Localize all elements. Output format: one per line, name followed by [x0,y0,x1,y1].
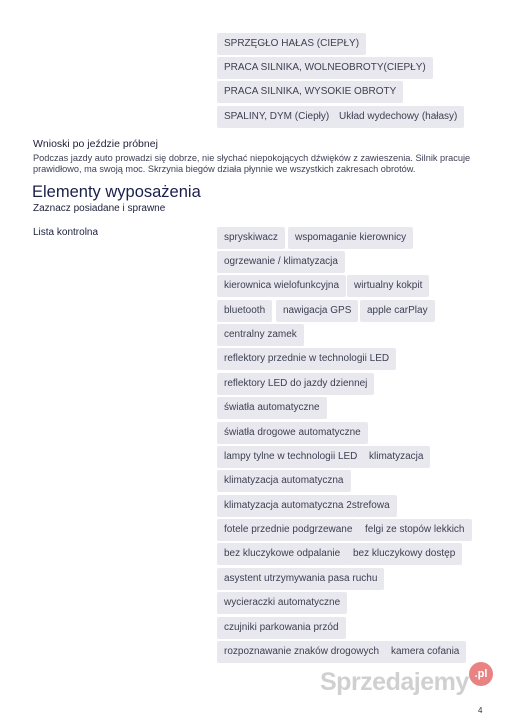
checklist-item: bluetooth [217,300,272,322]
checklist-item: wspomaganie kierownicy [288,227,413,249]
watermark-badge: .pl [469,662,493,686]
tag-engine-high-rpm: PRACA SILNIKA, WYSOKIE OBROTY [217,81,403,103]
checklist-item: kierownica wielofunkcyjna [217,275,346,297]
checklist-item: bez kluczykowe odpalanie [217,543,347,565]
checklist-item: reflektory LED do jazdy dziennej [217,373,374,395]
checklist-item: czujniki parkowania przód [217,617,346,639]
checklist-item: wirtualny kokpit [347,275,429,297]
checklist-item: nawigacja GPS [276,300,358,322]
checklist-item: asystent utrzymywania pasa ruchu [217,568,384,590]
notes-title: Wnioski po jeździe próbnej [33,138,158,150]
checklist-item: felgi ze stopów lekkich [358,519,472,541]
checklist-item: fotele przednie podgrzewane [217,519,359,541]
checklist-item: klimatyzacja [362,446,430,468]
tag-exhaust-smoke: SPALINY, DYM (Ciepły) [217,106,336,128]
checklist-item: reflektory przednie w technologii LED [217,348,396,370]
checklist-item: centralny zamek [217,324,304,346]
section-title: Elementy wyposażenia [32,183,201,201]
checklist-item: klimatyzacja automatyczna [217,470,351,492]
checklist-item: lampy tylne w technologii LED [217,446,364,468]
checklist-item: klimatyzacja automatyczna 2strefowa [217,495,397,517]
checklist-item: spryskiwacz [217,227,285,249]
checklist-item: wycieraczki automatyczne [217,592,347,614]
checklist-item: ogrzewanie / klimatyzacja [217,251,345,273]
checklist-item: bez kluczykowy dostęp [346,543,462,565]
tag-clutch-noise: SPRZĘGŁO HAŁAS (CIEPŁY) [217,33,366,55]
notes-body: Podczas jazdy auto prowadzi się dobrze, nie słychać niepokojących dźwięków z zawieszenia. Silnik pracuje prawidłowo, ma swoją moc. Skrzynia biegów działa płynnie we wszystkich zakresach obrotów. [33,153,471,174]
checklist-item: kamera cofania [384,641,466,663]
section-subtitle: Zaznacz posiadane i sprawne [33,203,166,214]
checklist-item: rozpoznawanie znaków drogowych [217,641,386,663]
page-number: 4 [478,706,483,715]
watermark-logo: Sprzedajemy [320,668,469,696]
tag-engine-idle: PRACA SILNIKA, WOLNEOBROTY(CIEPŁY) [217,57,433,79]
checklist-item: apple carPlay [360,300,435,322]
checklist-label: Lista kontrolna [33,227,99,238]
tag-exhaust-system: Układ wydechowy (hałasy) [332,106,464,128]
checklist-item: światła drogowe automatyczne [217,422,368,444]
checklist-item: światła automatyczne [217,397,327,419]
